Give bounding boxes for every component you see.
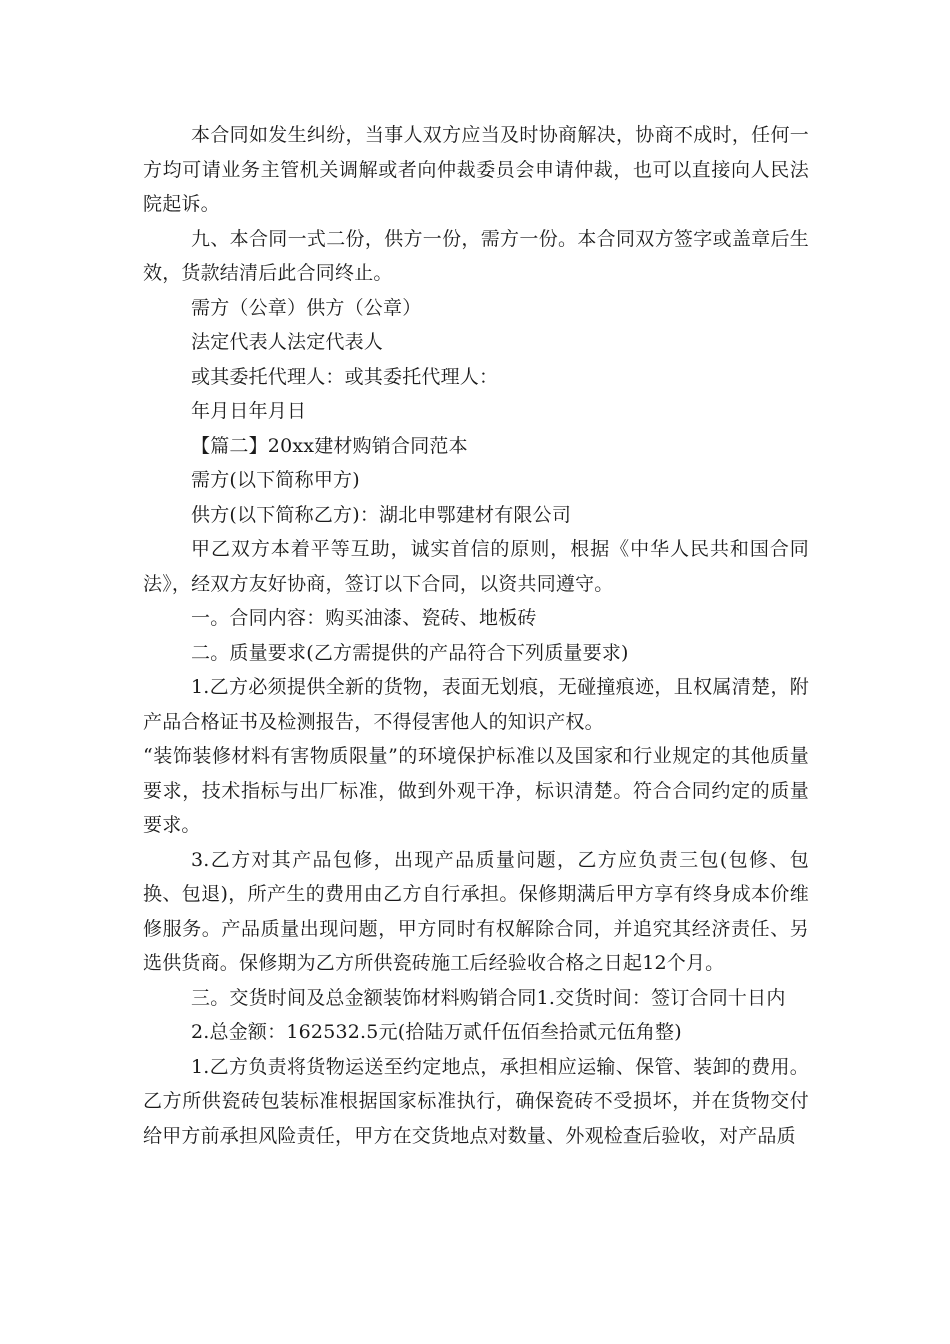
quality-item-3: 3.乙方对其产品包修，出现产品质量问题，乙方应负责三包(包修、包换、包退)，所产生的费用由乙方自行承担。保修期满后甲方享有终身成本价维修服务。产品质量出现问题，甲方同时有权解除合同，并追究其经济责任、另选供货商。保修期为乙方所供瓷砖施工后经验收合格之日起12个月。 [143,848,809,974]
quality-item-1: 1.乙方必须提供全新的货物，表面无划痕，无碰撞痕迹，且权属清楚，附产品合格证书及检测报告，不得侵害他人的知识产权。 [143,676,809,733]
signature-date-line: 年月日年月日 [191,400,307,422]
signature-representative-line: 法定代表人法定代表人 [191,331,384,353]
party-supplier: 供方(以下简称乙方)：湖北申鄂建材有限公司 [191,503,572,526]
clause-total-amount: 2.总金额：162532.5元(拾陆万贰仟伍佰叁拾贰元伍角整) [191,1021,682,1043]
clause-quality-requirements: 二。质量要求(乙方需提供的产品符合下列质量要求) [191,641,629,664]
quality-item-standards: “装饰装修材料有害物质限量”的环境保护标准以及国家和行业规定的其他质量要求，技术指标与出厂标准，做到外观干净，标识清楚。符合合同约定的质量要求。 [143,745,809,836]
signature-agent-line: 或其委托代理人：或其委托代理人： [191,365,499,388]
paragraph-clause-nine: 九、本合同一式二份，供方一份，需方一份。本合同双方签字或盖章后生效，货款结清后此合同终止。 [143,227,809,284]
delivery-item-1: 1.乙方负责将货物运送至约定地点，承担相应运输、保管、装卸的费用。乙方所供瓷砖包装标准根据国家标准执行，确保瓷砖不受损坏，并在货物交付给甲方前承担风险责任，甲方在交货地点对数量、外观检查后验收，对产品质 [143,1055,809,1147]
clause-contract-content: 一。合同内容：购买油漆、瓷砖、地板砖 [191,607,537,629]
clause-delivery-time: 三。交货时间及总金额装饰材料购销合同1.交货时间：签订合同十日内 [191,986,786,1009]
paragraph-preamble: 甲乙双方本着平等互助，诚实首信的原则，根据《中华人民共和国合同法》，经双方友好协商，签订以下合同，以资共同遵守。 [143,538,809,595]
party-buyer: 需方(以下简称甲方) [191,469,360,491]
signature-seal-line: 需方（公章）供方（公章） [191,296,422,319]
section-heading-part-two: 【篇二】20xx建材购销合同范本 [191,434,468,457]
paragraph-dispute: 本合同如发生纠纷，当事人双方应当及时协商解决，协商不成时，任何一方均可请业务主管机关调解或者向仲裁委员会申请仲裁，也可以直接向人民法院起诉。 [143,124,809,215]
document-body [143,118,809,1153]
